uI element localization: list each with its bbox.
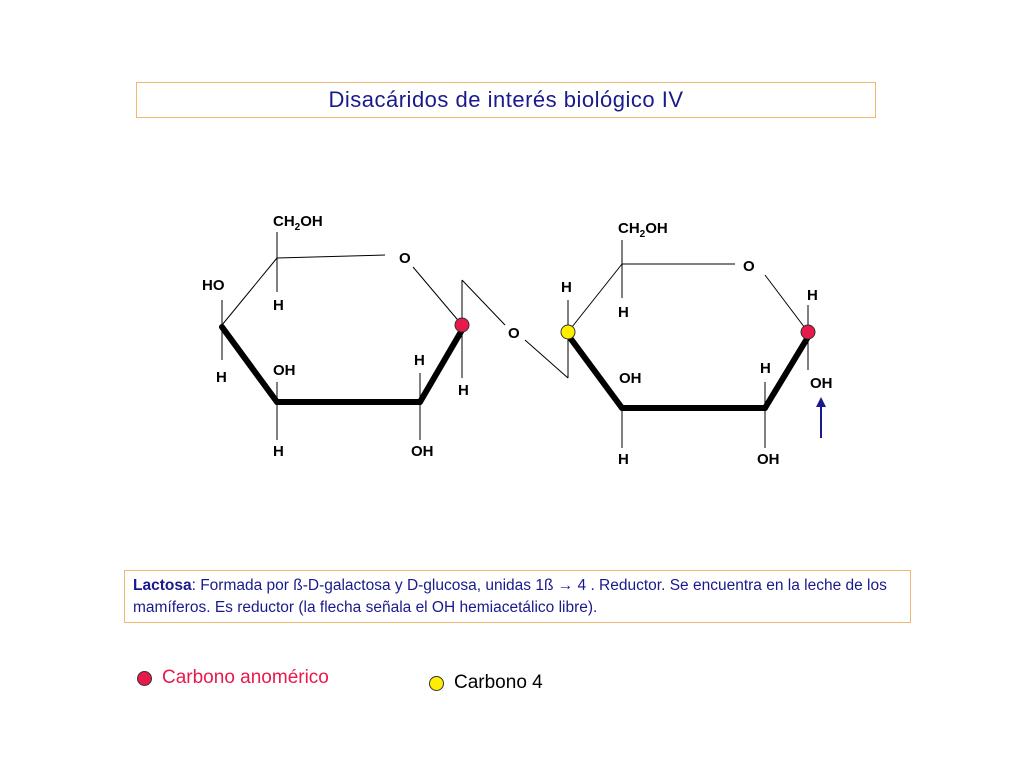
ring2-oh-c2: OH xyxy=(757,451,780,468)
ring1-h-c2: H xyxy=(414,352,425,369)
ring2-thin-bonds xyxy=(568,240,808,448)
ring1-ho-label: HO xyxy=(202,277,225,294)
ring2-thick-bonds xyxy=(568,335,808,408)
ring2-h-c3: H xyxy=(618,451,629,468)
legend-anomeric xyxy=(137,667,329,689)
glycosidic-oxygen-label: O xyxy=(508,325,520,342)
ring1-oxygen-label: O xyxy=(399,250,411,267)
description-text: : Formada por ß-D-galactosa y D-glucosa, unidas 1ß → 4 . Reductor. Se encuentra en la leche de los mamíferos. Es reductor (la flecha señala el OH hemiacetálico libre). xyxy=(133,577,887,616)
legend-anomeric-label: Carbono anomérico xyxy=(162,667,329,688)
ring1-ch2oh-label: $CH_2OH$ xyxy=(273,213,323,233)
ring1-h-c1: H xyxy=(458,382,469,399)
red-dot-icon xyxy=(137,671,152,686)
legend-carbon4-label: Carbono 4 xyxy=(454,672,543,693)
anomeric-carbon-marker xyxy=(455,318,469,332)
ring2-h-c1: H xyxy=(807,287,818,304)
anomeric-carbon-marker-2 xyxy=(801,325,815,339)
ring2-h-c5: H xyxy=(618,304,629,321)
ring1-thick-bonds xyxy=(222,327,462,402)
legend-carbon4 xyxy=(429,672,543,694)
ring2-oh-c1: OH xyxy=(810,375,833,392)
ring1-h-c4: H xyxy=(216,369,227,386)
ring1-h-c3: H xyxy=(273,443,284,460)
ring1-h-c5: H xyxy=(273,297,284,314)
ring2-h-c4: H xyxy=(561,279,572,296)
reducing-oh-arrow xyxy=(816,397,826,438)
ring1-oh-c3: OH xyxy=(273,362,296,379)
slide-title: Disacáridos de interés biológico IV xyxy=(136,82,876,118)
ring2-oh-c3: OH xyxy=(619,370,642,387)
ring1-thin-bonds xyxy=(222,232,462,440)
description-term: Lactosa xyxy=(133,577,192,594)
yellow-dot-icon xyxy=(429,676,444,691)
ring2-oxygen-label: O xyxy=(743,258,755,275)
carbon-4-marker xyxy=(561,325,575,339)
ring2-ch2oh-label: $CH_2OH$ xyxy=(618,220,668,240)
description-box xyxy=(124,570,911,623)
ring1-oh-c2: OH xyxy=(411,443,434,460)
ring2-h-c2: H xyxy=(760,360,771,377)
